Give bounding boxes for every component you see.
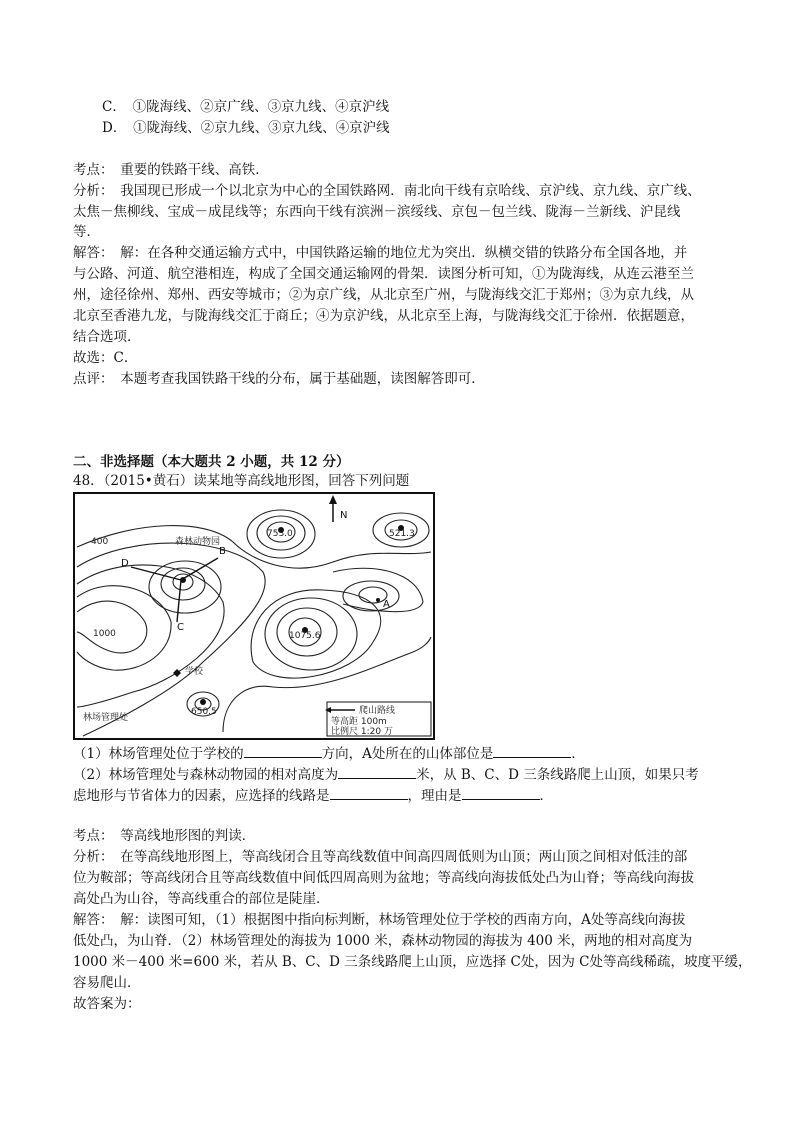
q48-sub1 xyxy=(73,743,585,764)
q48-sub1-end: ． xyxy=(571,746,585,762)
q48-sub2-line1 xyxy=(73,764,699,785)
legend-route: 爬山路线 xyxy=(359,706,396,716)
q48-sub1-part2: 方向，A处所在的山体部位是 xyxy=(321,746,494,762)
q2-kaodian: 考点： 等高线地形图的判读． xyxy=(73,828,256,844)
q2-jieda-3: 1000 米－400 米=600 米，若从 B、C、D 三条线路爬上山顶，应选择 C处，因为 C处等高线稀疏，坡度平缓， xyxy=(73,954,752,970)
q48-title: 48．（2015•黄石）读某地等高线地形图，回答下列问题 xyxy=(73,473,410,489)
contour-map-svg xyxy=(73,492,435,740)
q48-sub2-part3: 虑地形与节省体力的因素，应选择的线路是 xyxy=(73,788,330,804)
option-d: D． ①陇海线、②京九线、③京九线、④京沪线 xyxy=(102,120,390,136)
point-a xyxy=(376,598,380,602)
q2-jieda-1: 解答： 解：读图可知，（1）根据图中指向标判断，林场管理处位于学校的西南方向，A处等高线向海拔 xyxy=(73,912,686,928)
elev-521: 521.3 xyxy=(389,529,415,539)
legend-scale: 比例尺 1:20 万 xyxy=(331,727,393,737)
section2-heading: 二、非选择题（本大题共 2 小题，共 12 分） xyxy=(73,454,350,470)
peak4-point xyxy=(200,699,206,705)
option-c: C． ①陇海线、②京广线、③京九线、④京沪线 xyxy=(102,99,390,115)
q1-jieda-4: 北京至香港九龙，与陇海线交汇于商丘；④为京沪线，从北京至上海，与陇海线交汇于徐州．依据题意， xyxy=(73,308,694,324)
q2-jieda-4: 容易爬山． xyxy=(73,975,141,991)
q2-jieda-2: 低处凸，为山脊．（2）林场管理处的海拔为 1000 米，森林动物园的海拔为 400 米，两地的相对高度为 xyxy=(73,933,693,949)
zoo-point xyxy=(180,577,186,583)
contour-400-label: 400 xyxy=(91,537,109,547)
forest-zoo-label: 森林动物园 xyxy=(175,537,221,547)
q1-jieda-3: 州，途径徐州、郑州、西安等城市；②为京广线，从北京至广州，与陇海线交汇于郑州；③为京九线，从 xyxy=(73,287,694,303)
q48-sub1-part1: （1）林场管理处位于学校的 xyxy=(73,746,244,762)
blank-direction[interactable] xyxy=(244,743,322,758)
forestry-office-label: 林场管理处 xyxy=(83,713,129,723)
blank-relative-height[interactable] xyxy=(338,764,416,779)
q1-guxuan: 故选：C． xyxy=(73,350,138,366)
q1-jieda-5: 结合选项． xyxy=(73,329,141,345)
q1-fenxi-1: 分析： 我国现已形成一个以北京为中心的全国铁路网．南北向干线有京哈线、京沪线、京九线、京广线、 xyxy=(73,183,701,199)
q1-dianping: 点评： 本题考查我国铁路干线的分布，属于基础题，读图解答即可． xyxy=(73,371,485,387)
contour-1000-label: 1000 xyxy=(93,629,116,639)
q48-sub2-part4: ，理由是 xyxy=(407,788,462,804)
q1-kaodian: 考点： 重要的铁路干线、高铁． xyxy=(73,162,269,178)
q48-sub2-end: ． xyxy=(539,788,553,804)
elev-1075: 1075.6 xyxy=(289,631,321,641)
q48-sub2-part2: 米，从 B、C、D 三条线路爬上山顶，如果只考 xyxy=(416,767,699,783)
q48-sub2-line2 xyxy=(73,785,553,806)
q1-jieda-1: 解答： 解：在各种交通运输方式中，中国铁路运输的地位尤为突出．纵横交错的铁路分布全国各地，并 xyxy=(73,245,688,261)
legend-interval: 等高距 100m xyxy=(331,717,387,727)
label-b: B xyxy=(219,546,226,557)
q2-fenxi-2: 位为鞍部；等高线闭合且等高线数值中间低四周高则为盆地；等高线向海拔低处凸为山脊；等高线向海拔 xyxy=(73,870,694,886)
blank-reason[interactable] xyxy=(462,785,540,800)
q1-fenxi-2: 太焦－焦柳线、宝成－成昆线等；东西向干线有滨洲－滨绥线、京包－包兰线、陇海－兰新线、沪昆线 xyxy=(73,204,681,220)
q1-fenxi-3: 等． xyxy=(73,224,100,240)
q2-answer: 故答案为： xyxy=(73,996,141,1012)
label-a: A xyxy=(383,599,390,610)
north-label: N xyxy=(340,510,348,521)
q2-fenxi-1: 分析： 在等高线地形图上，等高线闭合且等高线数值中间高四周低则为山顶；两山顶之间相对低洼的部 xyxy=(73,849,688,865)
label-d: D xyxy=(121,558,129,569)
elev-650: 650.5 xyxy=(191,707,217,717)
elev-753: 753.0 xyxy=(267,529,293,539)
q2-fenxi-3: 高处凸为山谷，等高线重合的部位是陡崖． xyxy=(73,891,330,907)
contour-map xyxy=(73,492,435,740)
blank-landform[interactable] xyxy=(493,743,571,758)
q1-jieda-2: 与公路、河道、航空港相连，构成了全国交通运输网的骨架．读图分析可知，①为陇海线，从连云港至兰 xyxy=(73,266,694,282)
q48-sub2-part1: （2）林场管理处与森林动物园的相对高度为 xyxy=(73,767,339,783)
blank-route[interactable] xyxy=(330,785,408,800)
label-c: C xyxy=(177,622,184,633)
school-label: 学校 xyxy=(185,667,204,677)
